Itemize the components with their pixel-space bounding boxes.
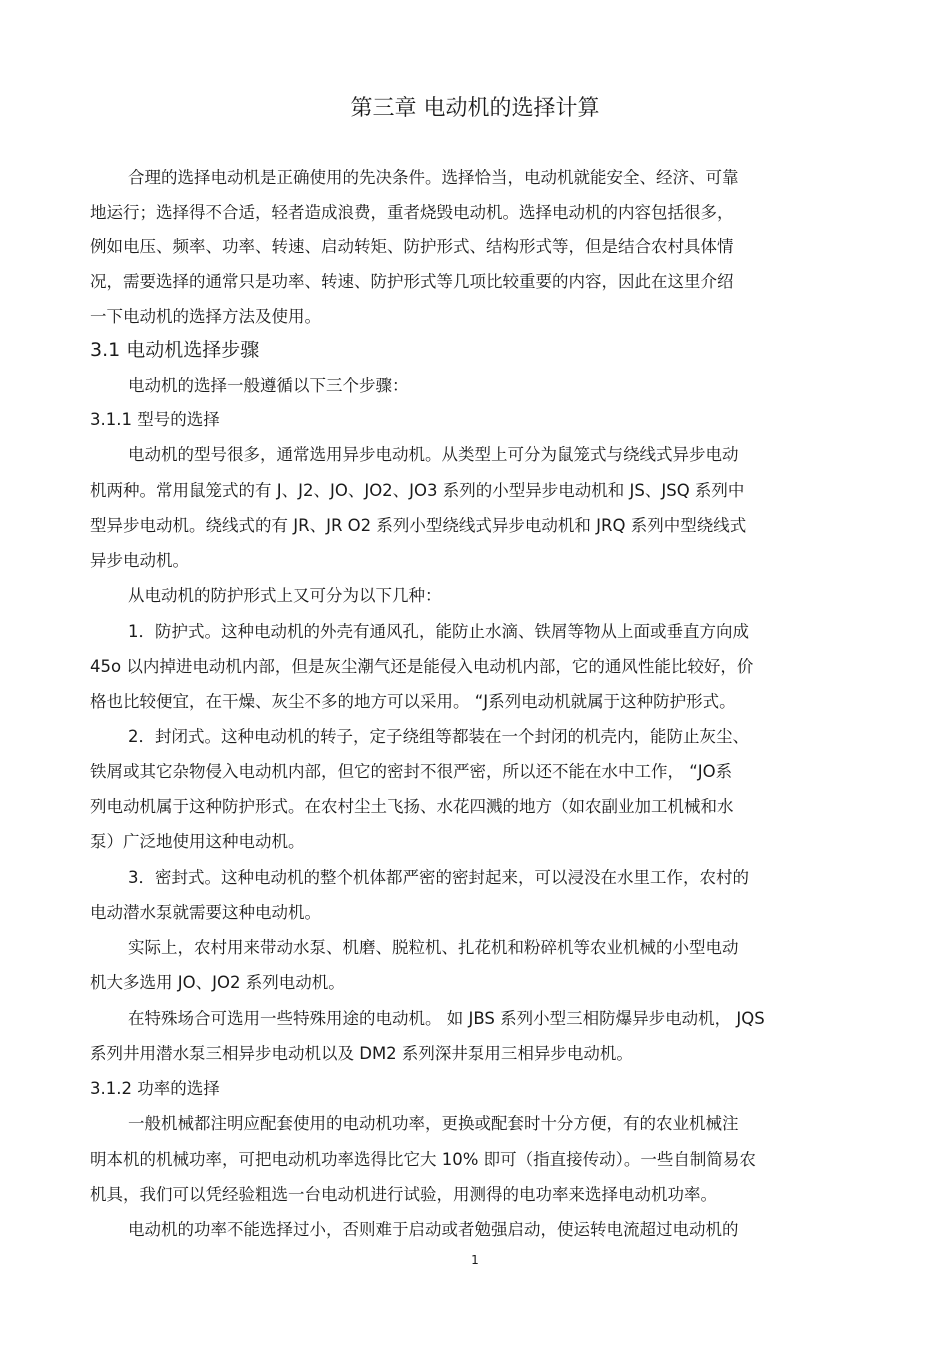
page-number: 1 <box>471 1253 479 1267</box>
paragraph-line: 在特殊场合可选用一些特殊用途的电动机。 如 JBS 系列小型三相防爆异步电动机， JQS <box>128 1009 765 1028</box>
paragraph-line: 况，需要选择的通常只是功率、转速、防护形式等几项比较重要的内容，因此在这里介绍 <box>90 272 734 291</box>
paragraph-line: 电动机的选择一般遵循以下三个步骤： <box>128 376 409 395</box>
paragraph-line: 型异步电动机。绕线式的有 JR、JR O2 系列小型绕线式异步电动机和 JRQ 系列中型绕线式 <box>90 516 747 535</box>
paragraph-line: 系列井用潜水泵三相异步电动机以及 DM2 系列深井泵用三相异步电动机。 <box>90 1044 633 1063</box>
paragraph-line: 异步电动机。 <box>90 551 189 570</box>
paragraph-line: 从电动机的防护形式上又可分为以下几种： <box>128 586 442 605</box>
chapter-title: 第三章 电动机的选择计算 <box>350 96 600 121</box>
paragraph-line: 格也比较便宜，在干燥、灰尘不多的地方可以采用。 “J系列电动机就属于这种防护形式。 <box>90 692 736 711</box>
paragraph-line: 合理的选择电动机是正确使用的先决条件。选择恰当，电动机就能安全、经济、可靠 <box>128 168 739 187</box>
paragraph-line: 泵）广泛地使用这种电动机。 <box>90 832 305 851</box>
paragraph-line: 列电动机属于这种防护形式。在农村尘土飞扬、水花四溅的地方（如农副业加工机械和水 <box>90 797 734 816</box>
paragraph-line: 实际上，农村用来带动水泵、机磨、脱粒机、扎花机和粉碎机等农业机械的小型电动 <box>128 938 739 957</box>
paragraph-line: 一下电动机的选择方法及使用。 <box>90 307 321 326</box>
paragraph-line: 1．防护式。这种电动机的外壳有通风孔，能防止水滴、铁屑等物从上面或垂直方向成 <box>128 622 749 641</box>
subsection-heading: 3.1.1 型号的选择 <box>90 410 220 429</box>
paragraph-line: 电动潜水泵就需要这种电动机。 <box>90 903 321 922</box>
paragraph-line: 例如电压、频率、功率、转速、启动转矩、防护形式、结构形式等，但是结合农村具体情 <box>90 237 734 256</box>
paragraph-line: 机具，我们可以凭经验粗选一台电动机进行试验，用测得的电功率来选择电动机功率。 <box>90 1185 717 1204</box>
paragraph-line: 地运行；选择得不合适，轻者造成浪费，重者烧毁电动机。选择电动机的内容包括很多， <box>90 203 734 222</box>
paragraph-line: 电动机的型号很多，通常选用异步电动机。从类型上可分为鼠笼式与绕线式异步电动 <box>128 445 739 464</box>
paragraph-line: 3．密封式。这种电动机的整个机体都严密的密封起来，可以浸没在水里工作，农村的 <box>128 868 749 887</box>
paragraph-line: 电动机的功率不能选择过小，否则难于启动或者勉强启动，使运转电流超过电动机的 <box>128 1220 739 1239</box>
paragraph-line: 机大多选用 JO、JO2 系列电动机。 <box>90 973 345 992</box>
paragraph-line: 铁屑或其它杂物侵入电动机内部，但它的密封不很严密，所以还不能在水中工作， “JO系 <box>90 762 733 781</box>
paragraph-line: 明本机的机械功率，可把电动机功率选得比它大 10% 即可（指直接传动）。一些自制简易农 <box>90 1150 756 1169</box>
paragraph-line: 45o 以内掉进电动机内部，但是灰尘潮气还是能侵入电动机内部，它的通风性能比较好，价 <box>90 657 754 676</box>
paragraph-line: 2．封闭式。这种电动机的转子，定子绕组等都装在一个封闭的机壳内，能防止灰尘、 <box>128 727 749 746</box>
section-heading: 3.1 电动机选择步骤 <box>90 339 260 361</box>
subsection-heading: 3.1.2 功率的选择 <box>90 1079 220 1098</box>
paragraph-line: 一般机械都注明应配套使用的电动机功率，更换或配套时十分方便，有的农业机械注 <box>128 1114 739 1133</box>
paragraph-line: 机两种。常用鼠笼式的有 J、J2、JO、JO2、JO3 系列的小型异步电动机和 JS、JSQ 系列中 <box>90 481 745 500</box>
